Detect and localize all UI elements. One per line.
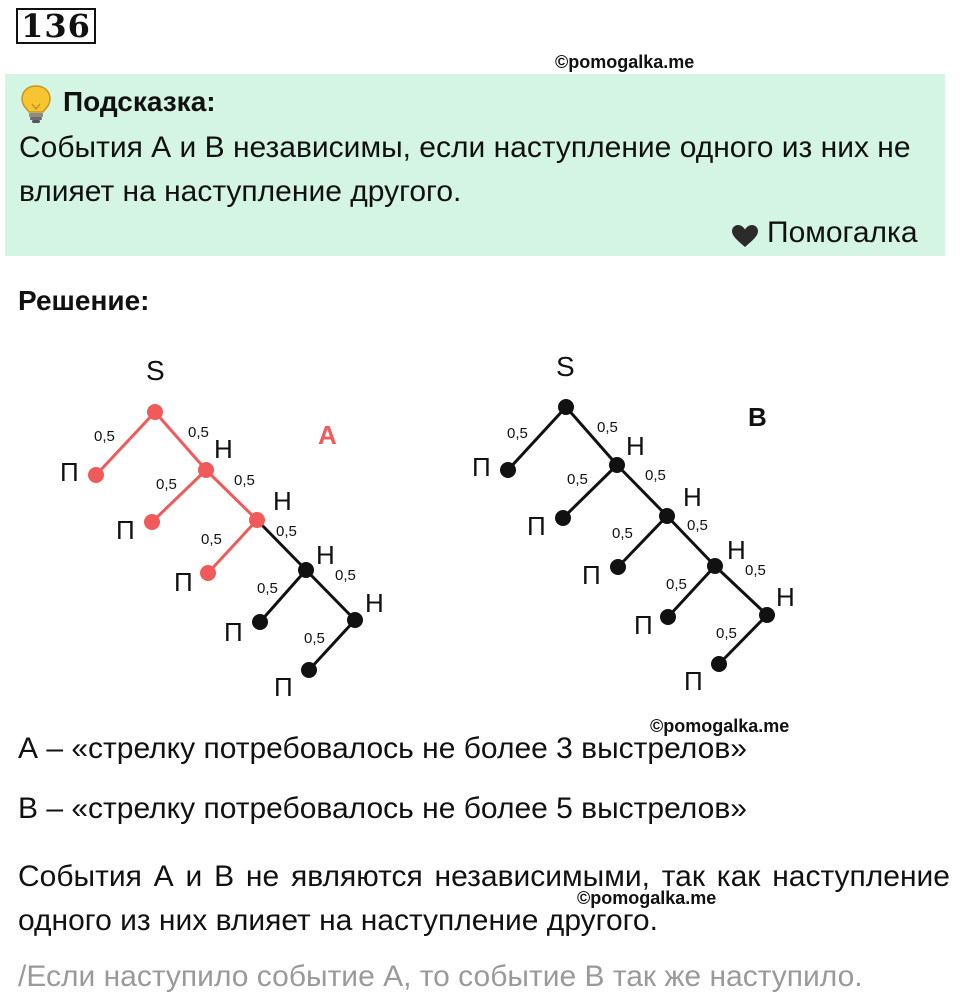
leaf-label: П (684, 666, 703, 696)
prob-label: 0,5 (304, 630, 325, 647)
solution-title: Решение: (18, 285, 150, 316)
prob-label: 0,5 (335, 567, 356, 584)
prob-label: 0,5 (201, 531, 222, 548)
step-label: Н (214, 434, 233, 464)
tree-node (347, 612, 363, 628)
tree-node (707, 558, 723, 574)
hint-title: Подсказка: (63, 86, 216, 117)
edge (566, 407, 617, 465)
prob-label: 0,5 (612, 525, 633, 542)
watermark-middle: ©pomogalka.me (650, 716, 790, 736)
tree-a-label: A (318, 420, 337, 450)
tree-node (609, 457, 625, 473)
leaf-label: П (60, 457, 79, 487)
edge (155, 412, 206, 470)
prob-label: 0,5 (94, 428, 115, 445)
tree-node (298, 562, 314, 578)
step-label: Н (683, 482, 702, 512)
tree-node (500, 462, 516, 478)
watermark-bottom: ©pomogalka.me (577, 888, 717, 908)
tree-node (88, 467, 104, 483)
tree-node (610, 559, 626, 575)
tree-a (60, 355, 384, 702)
prob-label: 0,5 (257, 580, 278, 597)
leaf-label: П (174, 567, 193, 597)
watermark-top: ©pomogalka.me (555, 52, 695, 72)
leaf-label: П (472, 452, 491, 482)
step-label: Н (727, 535, 746, 565)
note-text: /Если наступило событие А, то событие В так же наступило. (18, 960, 863, 993)
tree-node (759, 607, 775, 623)
step-label: Н (273, 486, 292, 516)
leaf-label: П (582, 560, 601, 590)
tree-node (301, 662, 317, 678)
tree-node (252, 614, 268, 630)
tree-node (147, 404, 163, 420)
prob-label: 0,5 (716, 625, 737, 642)
prob-label: 0,5 (567, 471, 588, 488)
root-label: S (146, 355, 165, 386)
tree-node (198, 462, 214, 478)
step-label: Н (626, 431, 645, 461)
tree-node (249, 512, 265, 528)
tree-node (558, 399, 574, 415)
tree-node (144, 514, 160, 530)
prob-label: 0,5 (645, 467, 666, 484)
tree-node (660, 609, 676, 625)
conclusion-text: События А и В не являются независимыми, так как наступление одного из них влияет на наступление другого. (18, 860, 950, 937)
prob-label: 0,5 (507, 425, 528, 442)
tree-node (711, 656, 727, 672)
leaf-label: П (634, 610, 653, 640)
task-number: 136 (16, 8, 96, 44)
brand-name: Помогалка (767, 216, 918, 249)
leaf-label: П (527, 511, 546, 541)
prob-label: 0,5 (156, 476, 177, 493)
tree-b (472, 351, 795, 696)
root-label: S (556, 351, 575, 382)
step-label: Н (316, 540, 335, 570)
prob-label: 0,5 (745, 562, 766, 579)
event-b-definition: В – «стрелку потребовалось не более 5 выстрелов» (18, 792, 747, 825)
prob-label: 0,5 (234, 472, 255, 489)
prob-label: 0,5 (276, 523, 297, 540)
step-label: Н (365, 588, 384, 618)
prob-label: 0,5 (666, 576, 687, 593)
leaf-label: П (224, 617, 243, 647)
tree-b-label: B (748, 402, 767, 432)
tree-node (200, 565, 216, 581)
event-a-definition: А – «стрелку потребовалось не более 3 выстрелов» (18, 732, 747, 765)
tree-node (659, 508, 675, 524)
prob-label: 0,5 (188, 424, 209, 441)
prob-label: 0,5 (597, 419, 618, 436)
tree-node (555, 510, 571, 526)
step-label: Н (776, 582, 795, 612)
leaf-label: П (274, 672, 293, 702)
leaf-label: П (116, 515, 135, 545)
hint-text: События А и В независимы, если наступление одного из них не влияет на наступление другого. (19, 131, 911, 208)
prob-label: 0,5 (687, 517, 708, 534)
